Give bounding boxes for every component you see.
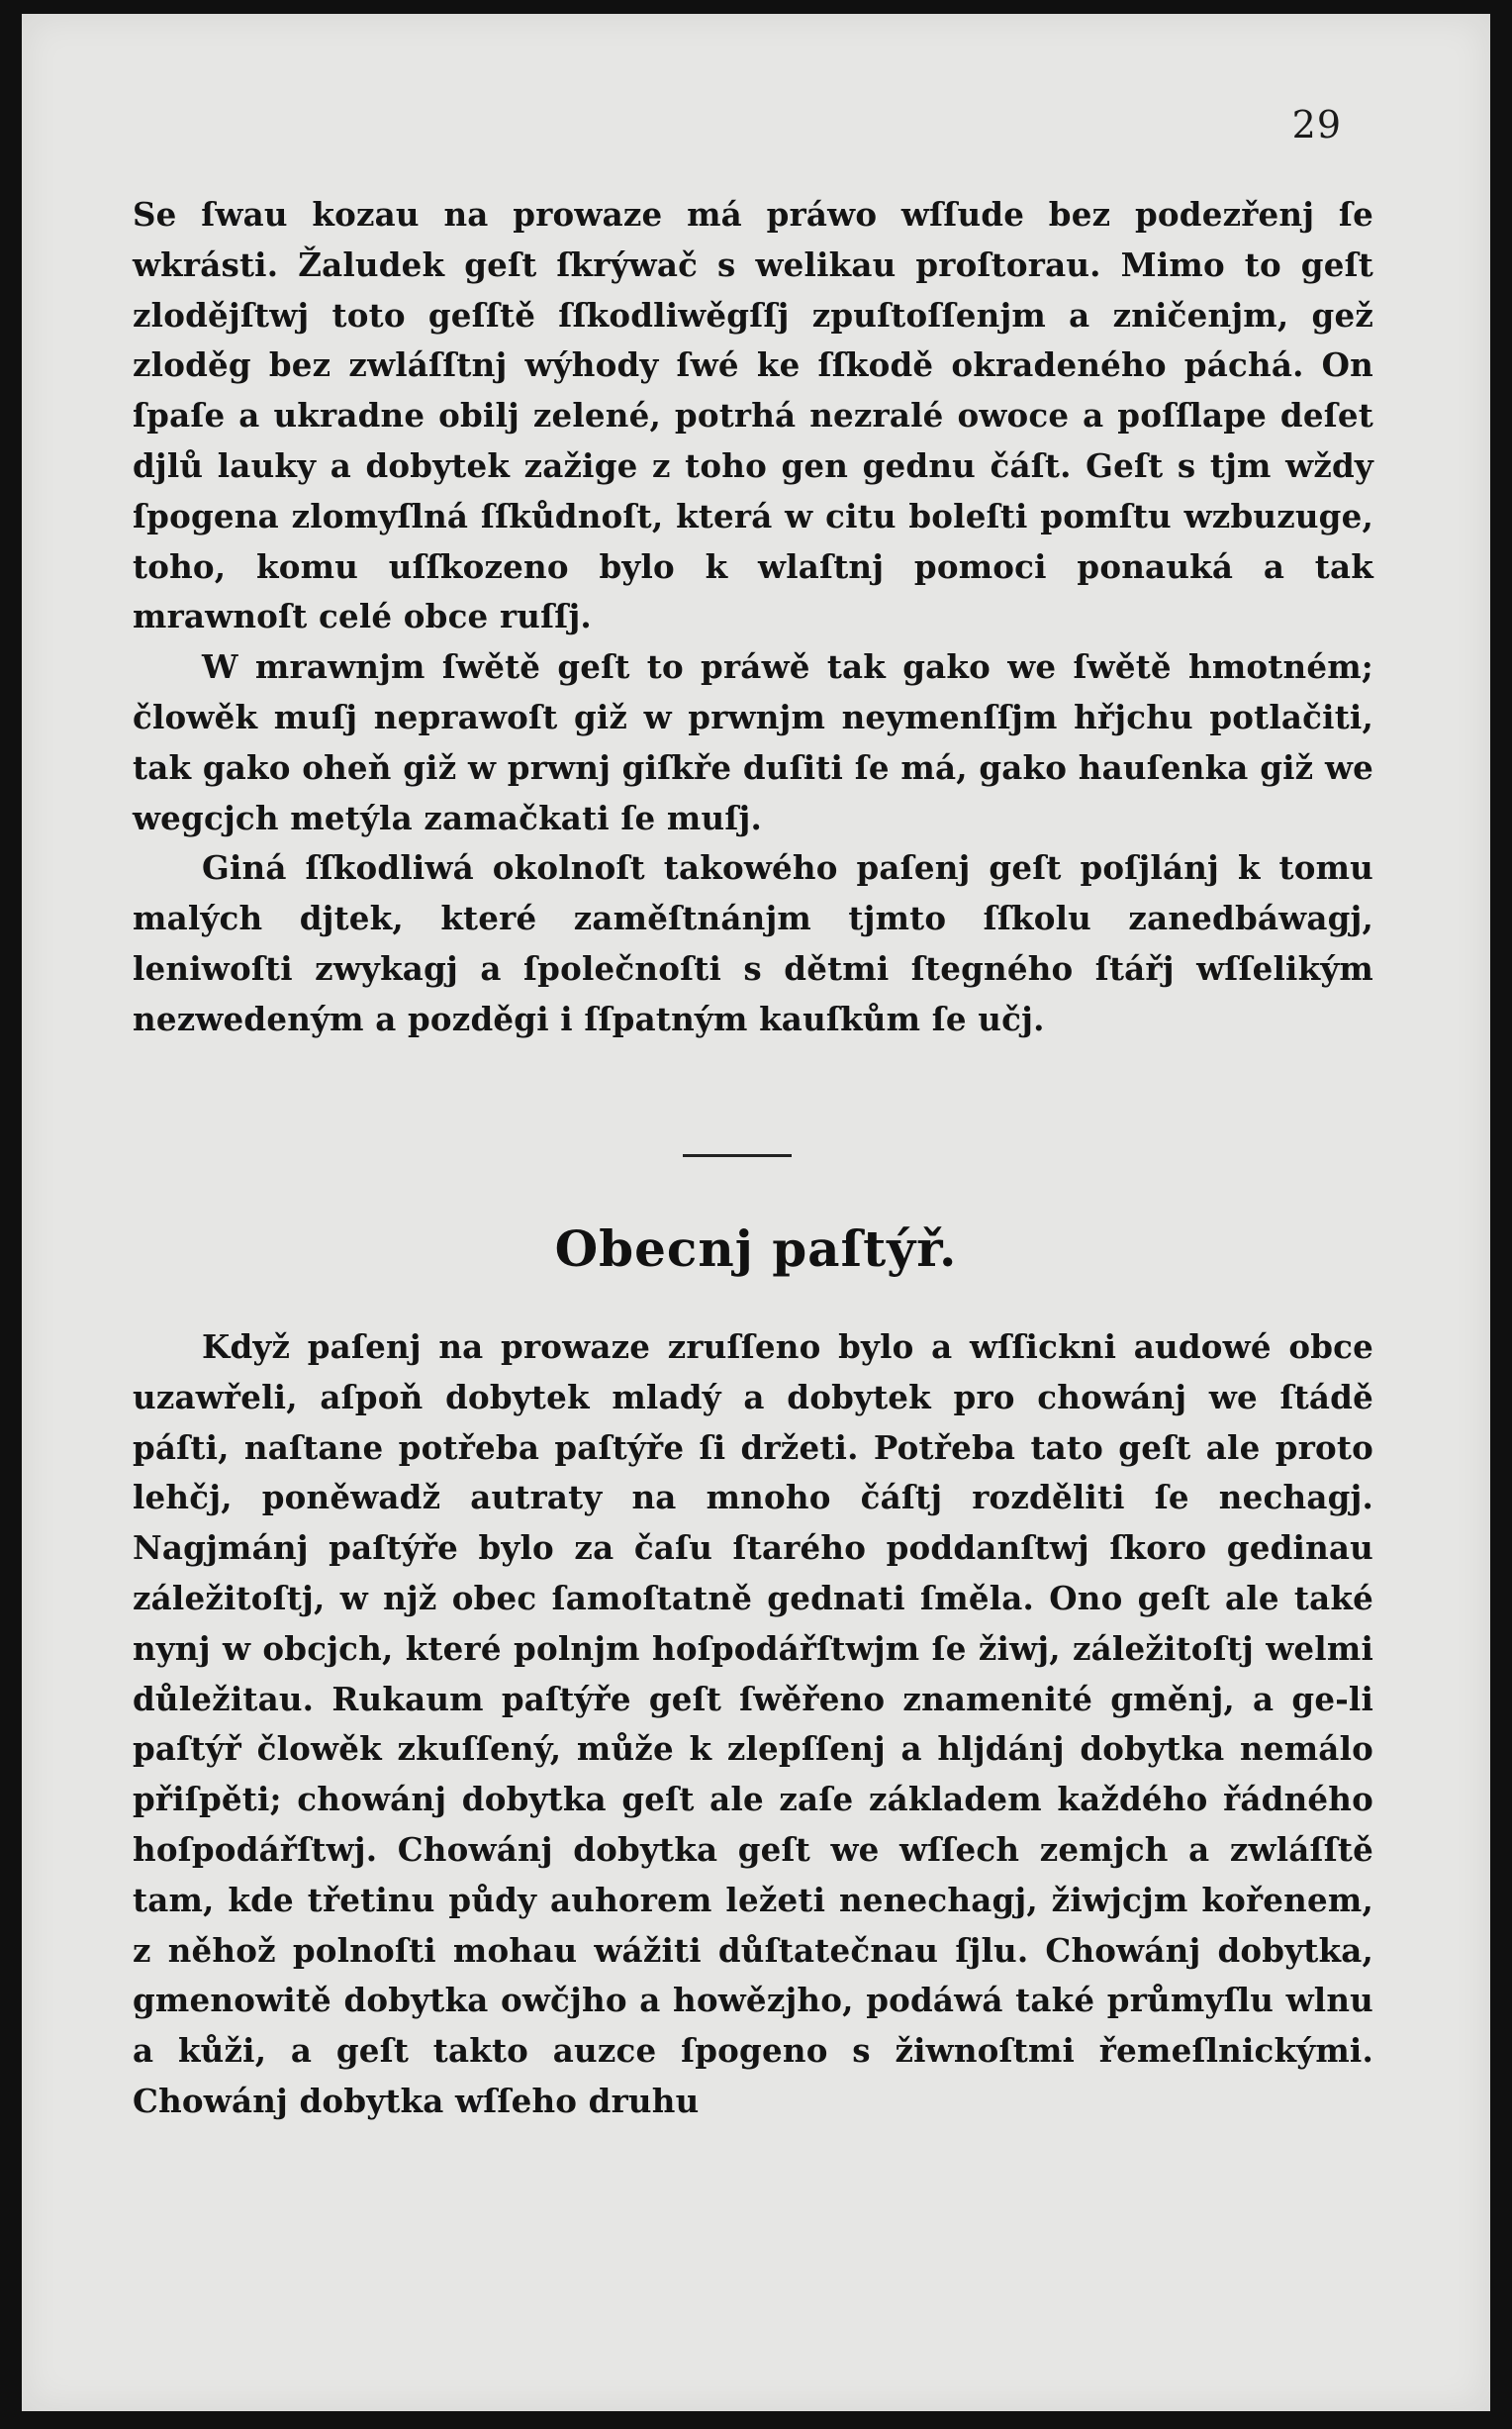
page-number: 29 — [1291, 103, 1342, 146]
paragraph: W mrawnjm ſwětě geſt to práwě tak gako we ſwětě hmotném; člowěk muſj neprawoſt giž w prwnjm neymenſſjm hřjchu potlačiti, tak gako oheň giž w prwnj giſkře duſiti ſe má, gako hauſenka giž we wegcjch metýla zamačkati ſe muſj. — [133, 647, 1373, 837]
section-divider — [683, 1154, 792, 1157]
paragraph: Se ſwau kozau na prowaze má práwo wſſude bez podezřenj ſe wkrásti. Žaludek geſt ſkrýwač s welikau proſtorau. Mimo to geſt zlodějſtwj toto geſſtě ſſkodliwěgſſj zpuſtoſſenjm a zničenjm, gež zloděg bez zwláſſtnj wýhody ſwé ke ſſkodě okradeného páchá. On ſpaſe a ukradne obilj zelené, potrhá nezralé owoce a poſſlape deſet djlů lauky a dobytek zažige z toho gen gednu čáſt. Geſt s tjm wždy ſpogena zlomyſlná ſſkůdnoſt, která w citu boleſti pomſtu wzbuzuge, toho, komu uſſkozeno bylo k wlaſtnj pomoci ponauká a tak mrawnoſt celé obce ruſſj. — [133, 195, 1373, 636]
paragraph: Giná ſſkodliwá okolnoſt takowého paſenj geſt poſjlánj k tomu malých djtek, které zaměſtnánjm tjmto ſſkolu zanedbáwagj, leniwoſti zwykagj a ſpolečnoſti s dětmi ſtegného ſtářj wſſelikým nezwedeným a pozděgi i ſſpatným kauſkům ſe učj. — [133, 848, 1373, 1038]
paragraph: Když paſenj na prowaze zruſſeno bylo a wſſickni audowé obce uzawřeli, aſpoň dobytek mladý a dobytek pro chowánj we ſtádě páſti, naſtane potřeba paſtýře ſi držeti. Potřeba tato geſt ale proto lehčj, poněwadž autraty na mnoho čáſtj rozděliti ſe nechagj. Nagjmánj paſtýře bylo za čaſu ſtarého poddanſtwj ſkoro gedinau záležitoſtj, w njž obec ſamoſtatně gednati ſměla. Ono geſt ale také nynj w obcjch, které polnjm hoſpodářſtwjm ſe žiwj, záležitoſtj welmi důležitau. Rukaum paſtýře geſt ſwěřeno znamenité gměnj, a ge-li paſtýř člowěk zkuſſený, může k zlepſſenj a hlјdánj dobytka nemálo přiſpěti; chowánj dobytka geſt ale zaſe základem každého řádného hoſpodářſtwj. Chowánj dobytka geſt we wſſech zemjch a zwláſſtě tam, kde třetinu půdy auhorem ležeti nenechagj, žiwjcjm kořenem, z něhož polnoſti mohau wážiti důſtatečnau ſjlu. Chowánj dobytka, gmenowitě dobytka owčjho a howězjho, podáwá také průmyſlu wlnu a kůži, a geſt takto auzce ſpogeno s žiwnoſtmi řemeſlnickými. Chowánj dobytka wſſeho druhu — [133, 1327, 1373, 2120]
top-text-section — [133, 190, 1373, 1045]
section-heading: Obecnj paſtýř. — [554, 1219, 958, 1278]
bottom-text-section — [133, 1322, 1373, 2127]
book-page — [22, 14, 1490, 2411]
